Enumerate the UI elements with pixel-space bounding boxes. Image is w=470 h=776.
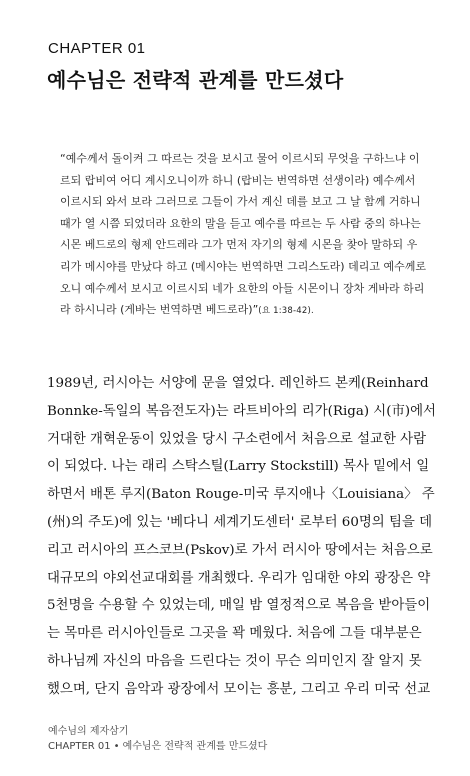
body-line: 1989년, 러시아는 서양에 문을 열었다. 레인하드 본케(Reinhard [47, 376, 429, 391]
body-line: 이 되었다. 나는 래리 스탁스틸(Larry Stockstill) 목사 밑에서 일 [47, 459, 430, 475]
body-line: (州)의 주도)에 있는 '베다니 세계기도센터' 로부터 60명의 팀을 데 [47, 514, 433, 530]
scripture-reference: (요 1:38-42). [258, 306, 314, 317]
page-footer [48, 724, 267, 754]
quote-line: “예수께서 돌이켜 그 따르는 것을 보시고 물어 이르시되 무엇을 구하느냐 이 [60, 152, 420, 165]
body-line: 하면서 배톤 루지(Baton Rouge-미국 루지애나〈Louisiana〉 주 [47, 487, 435, 503]
body-line: 하나님께 자신의 마음을 드린다는 것이 무슨 의미인지 잘 알지 못 [47, 653, 422, 669]
quote-line: 리가 메시야를 만났다 하고 (메시야는 번역하면 그리스도라) 데리고 예수께로 [60, 259, 426, 273]
footer-chapter [48, 739, 267, 754]
body-line: Bonnke-독일의 복음전도자)는 라트비아의 리가(Riga) 시(市)에서 [47, 403, 436, 419]
scripture-quote [60, 148, 426, 323]
body-line: 대규모의 야외선교대회를 개최했다. 우리가 임대한 야외 광장은 약 [47, 570, 431, 586]
quote-line: 르되 랍비여 어디 계시오니이까 하니 (랍비는 번역하면 선생이라) 예수께서 [60, 173, 416, 187]
quote-line: 시몬 베드로의 형제 안드레라 그가 먼저 자기의 형제 시몬을 찾아 말하되 우 [60, 238, 418, 252]
chapter-title: 예수님은 전략적 관계를 만드셨다 [47, 68, 344, 92]
chapter-label: CHAPTER 01 [48, 40, 146, 57]
body-line: 5천명을 수용할 수 있었는데, 매일 밤 열정적으로 복음을 받아들이 [47, 598, 431, 614]
footer-chapter-title: 예수님은 전략적 관계를 만드셨다 [122, 741, 268, 752]
footer-chapter-label: CHAPTER 01 [48, 741, 111, 752]
footer-book-title: 예수님의 제자삼기 [48, 726, 129, 737]
body-line: 거대한 개혁운동이 있었을 당시 구소련에서 처음으로 설교한 사람 [47, 431, 427, 447]
quote-line: 때가 열 시쯤 되었더라 요한의 말을 듣고 예수를 따르는 두 사람 중의 하나는 [60, 216, 421, 230]
quote-line: 오니 예수께서 보시고 이르시되 네가 요한의 아들 시몬이니 장차 게바라 하리 [60, 281, 425, 295]
body-line: 리고 러시아의 프스코브(Pskov)로 가서 러시아 땅에서는 처음으로 [47, 542, 433, 558]
quote-line: 이르시되 와서 보라 그러므로 그들이 가서 계신 데를 보고 그 날 함께 거하니 [60, 195, 421, 209]
body-line: 는 목마른 러시아인들로 그곳을 꽉 메웠다. 처음에 그들 대부분은 [47, 626, 422, 642]
body-paragraph [47, 370, 436, 704]
body-line: 했으며, 단지 음악과 광장에서 모이는 흥분, 그리고 우리 미국 선교 [47, 681, 431, 697]
footer-bullet: • [113, 741, 120, 752]
quote-line-last [60, 299, 420, 323]
quote-text: 라 하시니라 (게바는 번역하면 베드로라)” [60, 303, 259, 317]
